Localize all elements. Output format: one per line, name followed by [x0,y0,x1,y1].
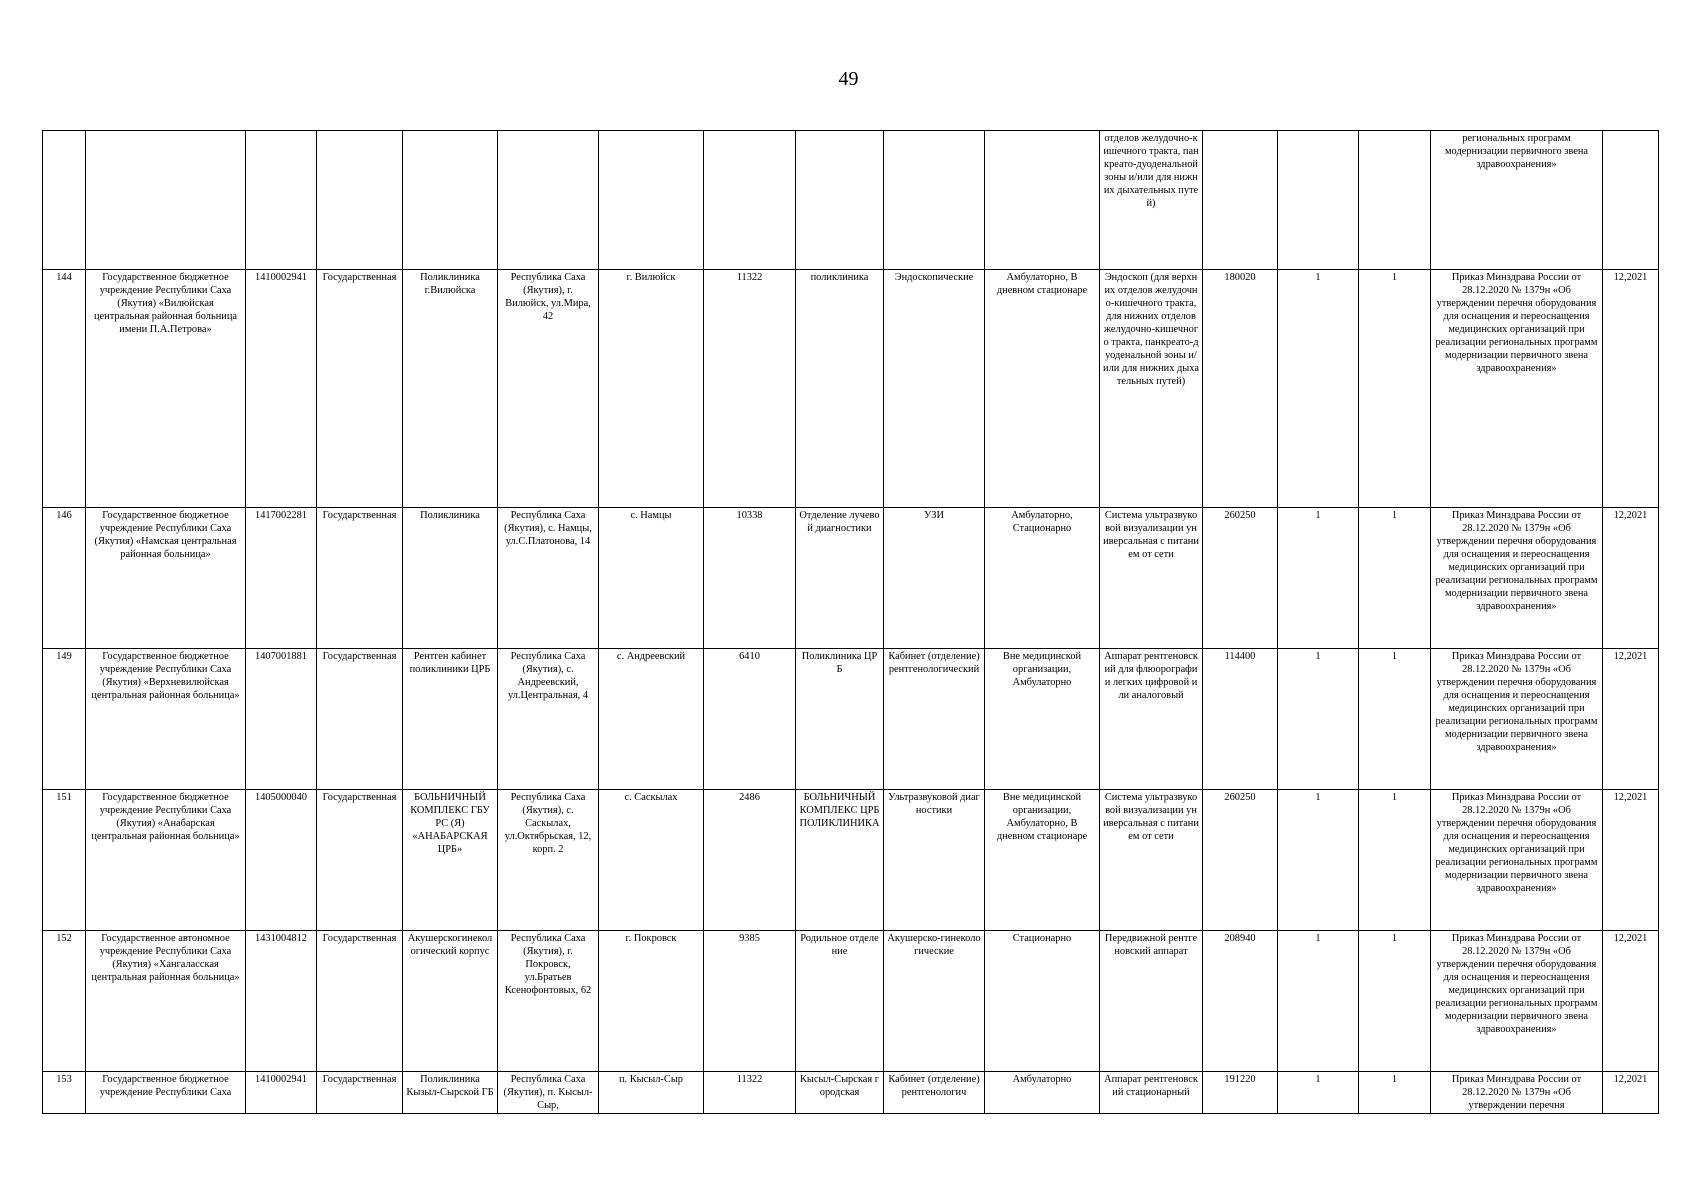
row-number-cell: 149 [43,649,86,790]
locality-cell: с. Андреевский [599,649,704,790]
quantity-needed-cell [1278,131,1359,270]
delivery-date-cell: 12,2021 [1603,508,1659,649]
department-cell: Отделение лучевой диагностики [796,508,884,649]
department-location-cell [403,131,498,270]
department-cell: Поликлиника ЦРБ [796,649,884,790]
price-cell: 180020 [1203,270,1278,508]
locality-cell [599,131,704,270]
row-number-cell: 144 [43,270,86,508]
legal-basis-cell: Приказ Минздрава России от 28.12.2020 № 1379н «Об утверждении перечня оборудования для оснащения и переоснащения медицинских организаций при реализации региональных программ модернизации первичного звена здравоохранения» [1431,649,1603,790]
specialty-cell: УЗИ [884,508,985,649]
table-row [43,790,1659,931]
locality-cell: г. Покровск [599,931,704,1072]
legal-basis-cell: Приказ Минздрава России от 28.12.2020 № 1379н «Об утверждении перечня [1431,1072,1603,1114]
organization-code-cell [246,131,317,270]
care-conditions-cell: Вне медицинской организации, Амбулаторно, В дневном стационаре [985,790,1100,931]
row-number-cell: 152 [43,931,86,1072]
specialty-cell: Ультразвуковой диагностики [884,790,985,931]
price-cell: 208940 [1203,931,1278,1072]
population-cell: 11322 [704,1072,796,1114]
legal-basis-cell: Приказ Минздрава России от 28.12.2020 № 1379н «Об утверждении перечня оборудования для оснащения и переоснащения медицинских организаций при реализации региональных программ модернизации первичного звена здравоохранения» [1431,270,1603,508]
population-cell: 6410 [704,649,796,790]
organization-name-cell [86,131,246,270]
population-cell: 11322 [704,270,796,508]
row-number-cell: 146 [43,508,86,649]
quantity-needed-cell: 1 [1278,270,1359,508]
organization-code-cell: 1407001881 [246,649,317,790]
population-cell: 2486 [704,790,796,931]
organization-code-cell: 1405000040 [246,790,317,931]
table-row [43,508,1659,649]
equipment-register-table [42,130,1659,1114]
price-cell [1203,131,1278,270]
care-conditions-cell: Амбулаторно [985,1072,1100,1114]
delivery-date-cell: 12,2021 [1603,1072,1659,1114]
organization-code-cell: 1431004812 [246,931,317,1072]
department-location-cell: Акушерскогинекологический корпус [403,931,498,1072]
care-conditions-cell: Стационарно [985,931,1100,1072]
table-row [43,649,1659,790]
department-cell: поликлиника [796,270,884,508]
department-location-cell: Рентген кабинет поликлиники ЦРБ [403,649,498,790]
table-row [43,270,1659,508]
address-cell: Республика Саха (Якутия), п. Кысыл-Сыр, [498,1072,599,1114]
row-number-cell [43,131,86,270]
care-conditions-cell: Вне медицинской организации, Амбулаторно [985,649,1100,790]
quantity-planned-cell [1359,131,1431,270]
organization-code-cell: 1417002281 [246,508,317,649]
ownership-form-cell: Государственная [317,1072,403,1114]
delivery-date-cell: 12,2021 [1603,931,1659,1072]
equipment-name-cell: Система ультразвуковой визуализации универсальная с питанием от сети [1100,790,1203,931]
locality-cell: п. Кысыл-Сыр [599,1072,704,1114]
locality-cell: с. Намцы [599,508,704,649]
quantity-needed-cell: 1 [1278,790,1359,931]
delivery-date-cell: 12,2021 [1603,790,1659,931]
quantity-needed-cell: 1 [1278,649,1359,790]
legal-basis-cell: Приказ Минздрава России от 28.12.2020 № 1379н «Об утверждении перечня оборудования для оснащения и переоснащения медицинских организаций при реализации региональных программ модернизации первичного звена здравоохранения» [1431,790,1603,931]
delivery-date-cell [1603,131,1659,270]
price-cell: 191220 [1203,1072,1278,1114]
address-cell: Республика Саха (Якутия), г. Вилюйск, ул.Мира, 42 [498,270,599,508]
organization-name-cell: Государственное бюджетное учреждение Республики Саха (Якутия) «Верхневилюйская центральная районная больница» [86,649,246,790]
specialty-cell: Эндоскопические [884,270,985,508]
quantity-planned-cell: 1 [1359,270,1431,508]
ownership-form-cell: Государственная [317,270,403,508]
specialty-cell: Акушерско-гинекологические [884,931,985,1072]
equipment-name-cell: Передвижной рентгеновский аппарат [1100,931,1203,1072]
population-cell: 10338 [704,508,796,649]
ownership-form-cell: Государственная [317,790,403,931]
department-cell: Родильное отделение [796,931,884,1072]
care-conditions-cell [985,131,1100,270]
department-location-cell: БОЛЬНИЧНЫЙ КОМПЛЕКС ГБУ РС (Я) «АНАБАРСКАЯ ЦРБ» [403,790,498,931]
table-row [43,131,1659,270]
delivery-date-cell: 12,2021 [1603,270,1659,508]
department-location-cell: Поликлиника [403,508,498,649]
department-location-cell: Поликлиника г.Вилюйска [403,270,498,508]
organization-name-cell: Государственное бюджетное учреждение Республики Саха [86,1072,246,1114]
page-number: 49 [838,68,859,90]
equipment-name-cell: отделов желудочно-кишечного тракта, панкреато-дуоденальной зоны и/или для нижних дыхательных путей) [1100,131,1203,270]
equipment-name-cell: Аппарат рентгеновский для флюорографии легких цифровой или аналоговый [1100,649,1203,790]
care-conditions-cell: Амбулаторно, В дневном стационаре [985,270,1100,508]
department-cell [796,131,884,270]
ownership-form-cell: Государственная [317,508,403,649]
quantity-planned-cell: 1 [1359,508,1431,649]
table-row [43,931,1659,1072]
price-cell: 114400 [1203,649,1278,790]
department-cell: Кысыл-Сырская городская [796,1072,884,1114]
equipment-name-cell: Система ультразвуковой визуализации универсальная с питанием от сети [1100,508,1203,649]
department-cell: БОЛЬНИЧНЫЙ КОМПЛЕКС ЦРБ ПОЛИКЛИНИКА [796,790,884,931]
organization-code-cell: 1410002941 [246,1072,317,1114]
address-cell: Республика Саха (Якутия), г. Покровск, ул.Братьев Ксенофонтовых, 62 [498,931,599,1072]
locality-cell: г. Вилюйск [599,270,704,508]
address-cell: Республика Саха (Якутия), с. Саскылах, ул.Октябрьская, 12, корп. 2 [498,790,599,931]
quantity-planned-cell: 1 [1359,649,1431,790]
equipment-name-cell: Аппарат рентгеновский стационарный [1100,1072,1203,1114]
legal-basis-cell: региональных программ модернизации первичного звена здравоохранения» [1431,131,1603,270]
quantity-needed-cell: 1 [1278,1072,1359,1114]
specialty-cell [884,131,985,270]
price-cell: 260250 [1203,508,1278,649]
quantity-planned-cell: 1 [1359,790,1431,931]
delivery-date-cell: 12,2021 [1603,649,1659,790]
quantity-planned-cell: 1 [1359,1072,1431,1114]
row-number-cell: 153 [43,1072,86,1114]
organization-code-cell: 1410002941 [246,270,317,508]
specialty-cell: Кабинет (отделение) рентгенологич [884,1072,985,1114]
quantity-needed-cell: 1 [1278,508,1359,649]
care-conditions-cell: Амбулаторно, Стационарно [985,508,1100,649]
ownership-form-cell [317,131,403,270]
address-cell [498,131,599,270]
legal-basis-cell: Приказ Минздрава России от 28.12.2020 № 1379н «Об утверждении перечня оборудования для оснащения и переоснащения медицинских организаций при реализации региональных программ модернизации первичного звена здравоохранения» [1431,508,1603,649]
organization-name-cell: Государственное бюджетное учреждение Республики Саха (Якутия) «Намская центральная районная больница» [86,508,246,649]
equipment-name-cell: Эндоскоп (для верхних отделов желудочно-кишечного тракта, для нижних отделов желудочно-кишечного тракта, панкреато-дуоденальной зоны и/или для нижних дыхательных путей) [1100,270,1203,508]
address-cell: Республика Саха (Якутия), с. Андреевский, ул.Центральная, 4 [498,649,599,790]
quantity-needed-cell: 1 [1278,931,1359,1072]
ownership-form-cell: Государственная [317,931,403,1072]
population-cell [704,131,796,270]
specialty-cell: Кабинет (отделение) рентгенологический [884,649,985,790]
population-cell: 9385 [704,931,796,1072]
price-cell: 260250 [1203,790,1278,931]
organization-name-cell: Государственное бюджетное учреждение Республики Саха (Якутия) «Вилюйская центральная районная больница имени П.А.Петрова» [86,270,246,508]
locality-cell: с. Саскылах [599,790,704,931]
row-number-cell: 151 [43,790,86,931]
organization-name-cell: Государственное бюджетное учреждение Республики Саха (Якутия) «Анабарская центральная районная больница» [86,790,246,931]
department-location-cell: Поликлиника Кызыл-Сырской ГБ [403,1072,498,1114]
ownership-form-cell: Государственная [317,649,403,790]
table-row [43,1072,1659,1114]
quantity-planned-cell: 1 [1359,931,1431,1072]
legal-basis-cell: Приказ Минздрава России от 28.12.2020 № 1379н «Об утверждении перечня оборудования для оснащения и переоснащения медицинских организаций при реализации региональных программ модернизации первичного звена здравоохранения» [1431,931,1603,1072]
organization-name-cell: Государственное автономное учреждение Республики Саха (Якутия) «Хангаласская центральная районная больница» [86,931,246,1072]
address-cell: Республика Саха (Якутия), с. Намцы, ул.С.Платонова, 14 [498,508,599,649]
